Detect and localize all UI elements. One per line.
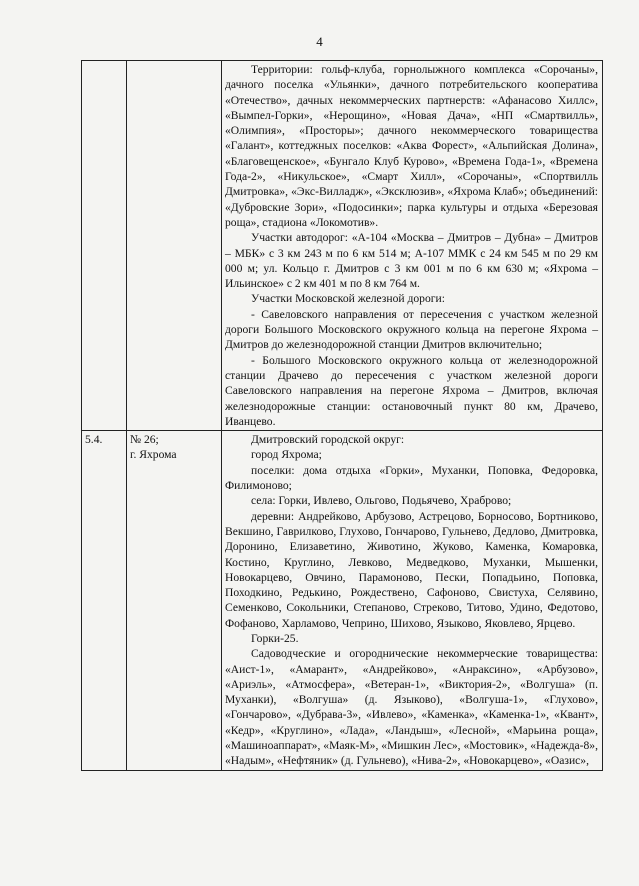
paragraph: Дмитровский городской округ:: [251, 433, 405, 447]
row-number: 5.4.: [85, 433, 103, 447]
table-row: [82, 61, 603, 431]
row-number-cell: [82, 431, 127, 771]
paragraph: Участки Московской железной дороги:: [251, 292, 445, 306]
paragraph: села: Горки, Ивлево, Ольгово, Подьячево, Храброво;: [251, 494, 512, 508]
paragraph: деревни: Андрейково, Арбузово, Астрецово, Борносово, Бортниково, Векшино, Гаврилково, Глухово, Гончарово, Гульнево, Дедлово, Дмитровка, Доронино, Елизаветино, Животино, Жуково, Каменка, Комаровка, Костино, Круглино, Левково, Медведково, Муханки, Мышенки, Новокарцево, Овчино, Парамоново, Пески, Попадьино, Поповка, Походкино, Редькино, Рождествено, Сафоново, Свистуха, Селявино, Семенково, Сокольники, Степаново, Стреково, Титово, Удино, Федотово, Фофаново, Харламово, Чеприно, Шихово, Языково, Яковлево, Ярцево.: [225, 509, 598, 630]
paragraph: Участки автодорог: «А-104 «Москва – Дмитров – Дубна» – Дмитров – МБК» с 3 км 243 м по 6 км 514 м; А-107 ММК с 24 км 545 м по 29 км 000 м; ул. Кольцо г. Дмитров с 3 км 001 м по 6 км 630 м; «Яхрома – Ильинское» с 2 км 401 м по 8 км 764 м.: [225, 231, 598, 291]
paragraph: Территории: гольф-клуба, горнолыжного комплекса «Сорочаны», дачного поселка «Ульянки», дачного потребительского кооператива «Отечество», дачных некоммерческих партнерств: «Афанасово Хиллс», «Вымпел-Горки», «Нерощино», «Новая Дача», «НП «Смартвилль», «Олимпия», «Просторы»; дачного некоммерческого товарищества «Галант», коттеджных поселков: «Аква Форест», «Альпийская Долина», «Благовещенское», «Бунгало Клуб Курово», «Времена Года-1», «Времена Года-2», «Никульское», «Смарт Хилл», «Сорочаны», «Спортвилль Дмитровка», «Экс-Вилладж», «Эксклюзив», «Яхрома Клаб»; объединений: «Дубровские Зори», «Подосинки»; парка культуры и отдыха «Березовая роща», стадиона «Локомотив».: [225, 63, 598, 229]
district-table: [81, 60, 603, 771]
paragraph: Садоводческие и огороднические некоммерческие товарищества: «Аист-1», «Амарант», «Андрейково», «Анраксино», «Арбузово», «Ариэль», «Атмосфера», «Ветеран-1», «Виктория-2», «Волгуша» (п. Муханки), «Волгуша» (д. Языково), «Волгуша-1», «Глухово», «Гончарово», «Дубрава-3», «Ивлево», «Каменка», «Каменка-1», «Квант», «Кедр», «Круглино», «Лада», «Ландыш», «Лесной», «Марьина роща», «Машиноаппарат», «Маяк-М», «Мишкин Лес», «Мостовик», «Надежда-8», «Надым», «Нефтяник» (д. Гульнево), «Нива-2», «Новокарцево», «Оазис»,: [225, 647, 598, 768]
district-cell: [127, 431, 222, 771]
paragraph: Горки-25.: [251, 631, 299, 645]
page-number: 4: [316, 34, 323, 49]
paragraph: город Яхрома;: [251, 448, 322, 462]
paragraph: - Савеловского направления от пересечения с участком железной дороги Большого Московского окружного кольца на перегоне Яхрома – Дмитров до железнодорожной станции Дмитров включительно;: [225, 307, 598, 352]
description-cell: [222, 61, 603, 431]
paragraph: поселки: дома отдыха «Горки», Муханки, Поповка, Федоровка, Филимоново;: [225, 463, 598, 493]
row-number-cell: [82, 61, 127, 431]
district-cell: [127, 61, 222, 431]
table-row: [82, 431, 603, 771]
description-cell: [222, 431, 603, 771]
district-name: № 26; г. Яхрома: [130, 433, 177, 462]
paragraph: - Большого Московского окружного кольца от железнодорожной станции Драчево до пересечения с участком железной дороги Савеловского направления на перегоне Яхрома – Дмитров, включая железнодорожные станции: остановочный пункт 80 км, Драчево, Иванцево.: [225, 353, 598, 428]
